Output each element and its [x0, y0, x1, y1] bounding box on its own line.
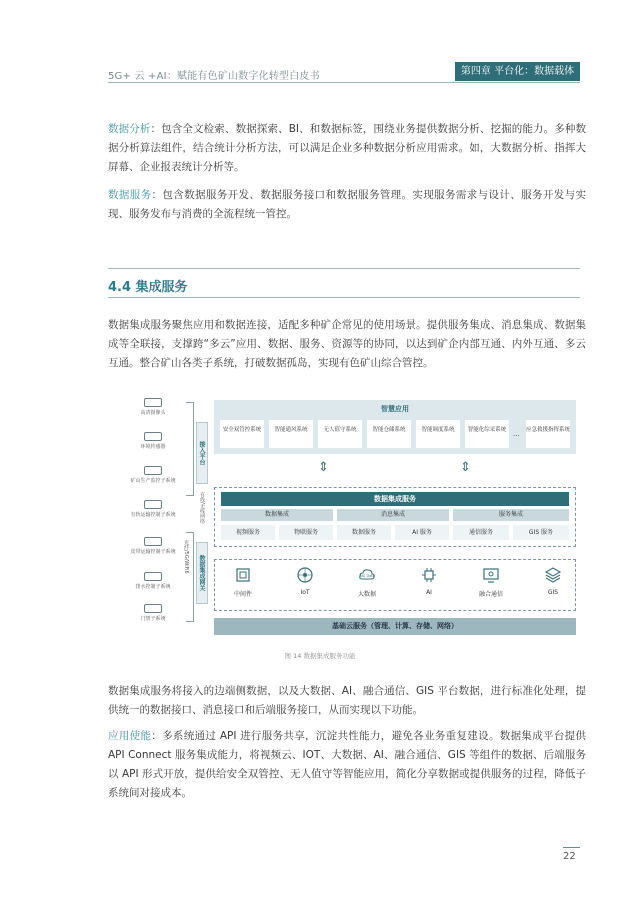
- access-platform: 接入平台: [196, 422, 208, 484]
- wired-label: 有线/无线网络: [199, 492, 205, 524]
- paragraph-data-analysis: [108, 120, 586, 177]
- data-gateway: 数据集成网关: [196, 542, 208, 604]
- cloud-icon: [358, 566, 376, 584]
- device-drainage: [118, 572, 188, 590]
- component-gis: [533, 566, 573, 596]
- component-label: IoT: [300, 589, 310, 596]
- page-number: 22: [563, 851, 576, 862]
- layers-icon: [544, 566, 562, 584]
- component-bigdata: [347, 566, 387, 598]
- keyword-app-enablement: 应用使能: [108, 730, 152, 742]
- device-rail-transport: [118, 500, 188, 518]
- device-label: 环境传感器: [140, 444, 166, 450]
- category-box: 消息集成: [337, 509, 449, 521]
- base-cloud-services: 基础云服务（管理、计算、存储、网络）: [214, 618, 576, 635]
- component-label: 融合通信: [478, 591, 503, 598]
- middleware-icon: [234, 566, 252, 584]
- sensor-icon: [144, 432, 162, 441]
- data-integration-title: 数据集成服务: [221, 492, 569, 506]
- paragraph-integration-intro: 数据集成服务聚焦应用和数据连接，适配多种矿企常见的使用场景。提供服务集成、消息集成、数据集成等全联接，支撑跨“多云”应用、数据、服务、资源等的协同，以达到矿企内部互通、内外互通、多云互通。整合矿山各类子系统，打破数据孤岛，实现有色矿山综合管控。: [108, 319, 586, 369]
- device-label: 皮带运输控制子系统: [130, 549, 176, 555]
- door-icon: [144, 604, 162, 613]
- device-sensor: [118, 432, 188, 450]
- device-label: 排水控制子系统: [135, 584, 171, 590]
- device-label: 有轨运输控制子系统: [130, 512, 176, 518]
- apps-ellipsis: ...: [513, 430, 520, 438]
- component-label: GIS: [547, 589, 559, 596]
- service-box: AI 服务: [395, 525, 449, 540]
- paragraph-integration-functions: 数据集成服务将接入的边端侧数据，以及大数据、AI、融合通信、GIS 平台数据，进行标准化处理，提供统一的数据接口、消息接口和后端服务接口，从而实现以下功能。: [108, 685, 586, 716]
- app-box: 无人值守系统: [318, 420, 362, 448]
- rail-icon: [144, 500, 162, 509]
- app-box: 安全双管控系统: [220, 420, 264, 448]
- component-communication: [471, 566, 511, 598]
- app-box: 智能仓储系统: [367, 420, 411, 448]
- smart-apps-panel: [214, 400, 576, 454]
- app-box: 智能调度系统: [416, 420, 460, 448]
- monitor-icon: [144, 466, 162, 475]
- integration-diagram: [108, 392, 580, 642]
- keyword-data-service: 数据服务: [108, 189, 152, 201]
- service-box: 视频服务: [221, 525, 275, 540]
- service-box: GIS 服务: [513, 525, 569, 540]
- service-box: 物联服务: [279, 525, 333, 540]
- component-ai: [409, 566, 449, 596]
- bracket-upper: [186, 402, 194, 496]
- camera-icon: [144, 398, 162, 407]
- header-divider: [108, 82, 580, 83]
- device-label: 矿山生产监控子系统: [130, 478, 176, 484]
- components-panel: [214, 559, 576, 611]
- optical-label: 光纤/5G/WiFi6: [183, 540, 189, 574]
- paragraph-text: ：包含数据服务开发、数据服务接口和数据服务管理。实现服务需求与设计、服务开发与实现、服务发布与消费的全流程统一管控。: [108, 189, 587, 220]
- ai-chip-icon: [420, 566, 438, 584]
- service-box: 数据服务: [337, 525, 391, 540]
- section-title: 4.4 集成服务: [108, 280, 188, 295]
- device-belt-transport: [118, 537, 188, 555]
- iot-icon: [296, 566, 314, 584]
- bigdata-text: BIG Data: [359, 574, 375, 578]
- component-middleware: [223, 566, 263, 598]
- device-label: 门禁子系统: [140, 616, 166, 622]
- component-label: AI: [426, 589, 432, 596]
- smart-apps-title: 智慧应用: [381, 405, 409, 413]
- device-camera: [118, 398, 188, 416]
- component-label: 中间件: [233, 591, 252, 598]
- paragraph-text: ：包含全文检索、数据探索、BI、和数据标签，围绕业务提供数据分析、挖掘的能力。多种数据分析算法组件，结合统计分析方法，可以满足企业多种数据分析应用需求。如，大数据分析、指挥大屏幕、企业报表统计分析等。: [108, 123, 586, 173]
- category-box: 数据集成: [221, 509, 333, 521]
- app-box: 应急救援指挥系统: [526, 420, 570, 448]
- app-box: 智能化综采系统: [465, 420, 509, 448]
- figure-caption: 图 14 数据集成服务功能: [284, 652, 356, 660]
- device-label: 高清摄像头: [140, 410, 166, 416]
- screen-icon: [482, 566, 500, 584]
- component-label: 大数据: [357, 591, 376, 598]
- section-divider-bottom: [108, 297, 580, 298]
- app-box: 智能通风系统: [269, 420, 313, 448]
- belt-icon: [144, 537, 162, 546]
- service-box: 通信服务: [453, 525, 509, 540]
- updown-arrow-icon: ⇕: [460, 460, 471, 475]
- page-number-rule: [563, 847, 580, 848]
- device-access-control: [118, 604, 188, 622]
- paragraph-data-service: [108, 186, 586, 224]
- paragraph-app-enablement: [108, 727, 586, 803]
- component-iot: [285, 566, 325, 596]
- keyword-data-analysis: 数据分析: [108, 123, 151, 135]
- data-integration-panel: [214, 487, 576, 547]
- paragraph-text: ：多系统通过 API 进行服务共享，沉淀共性能力，避免各业务重复建设。数据集成平台提供 API Connect 服务集成能力，将视频云、IOT、大数据、AI、融合通信、GIS 等组件的数据、后端服务以 API 形式开放，提供给安全双管控、无人值守等智能应用，简化分享数据或提供服务的过程，降低子系统间对接成本。: [108, 730, 586, 799]
- chapter-label: 第四章 平台化：数据载体: [455, 62, 580, 81]
- category-box: 服务集成: [453, 509, 569, 521]
- pump-icon: [144, 572, 162, 581]
- section-divider-top: [108, 268, 580, 269]
- updown-arrow-icon: ⇕: [318, 460, 329, 475]
- header-title: 5G+ 云 +AI：赋能有色矿山数字化转型白皮书: [108, 71, 320, 82]
- device-production-monitor: [118, 466, 188, 484]
